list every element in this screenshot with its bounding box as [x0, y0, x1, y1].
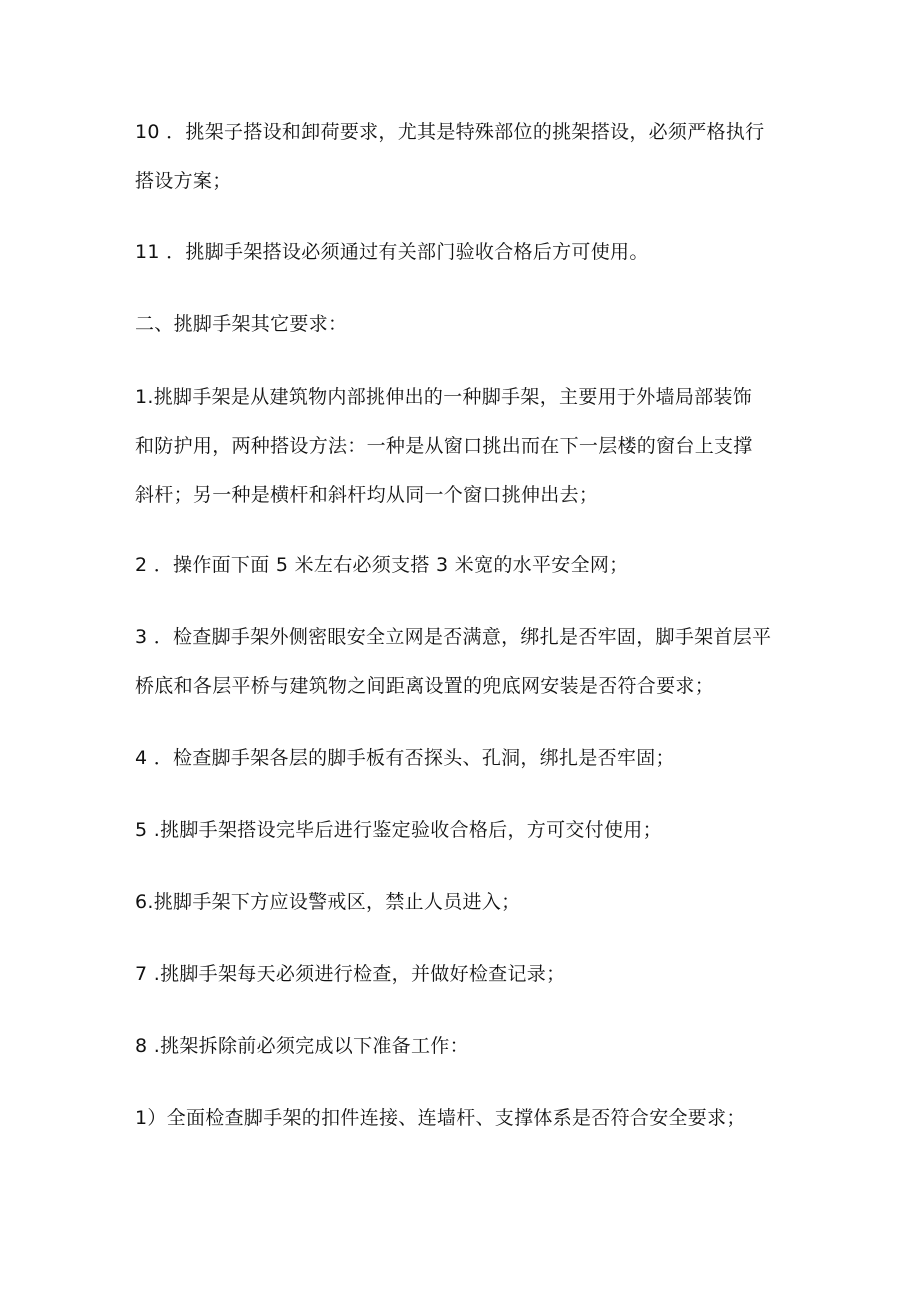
paragraph-line: 斜杆；另一种是横杆和斜杆均从同一个窗口挑伸出去；	[135, 484, 599, 506]
paragraph-line: 8 .挑架拆除前必须完成以下准备工作：	[135, 1035, 469, 1057]
paragraph-line: 2 ．操作面下面 5 米左右必须支搭 3 米宽的水平安全网；	[135, 554, 629, 576]
paragraph-line: 和防护用，两种搭设方法：一种是从窗口挑出而在下一层楼的窗台上支撑	[135, 435, 753, 457]
paragraph-line: 7 .挑脚手架每天必须进行检查，并做好检查记录；	[135, 963, 566, 985]
paragraph-item-3	[135, 613, 795, 711]
section-heading	[135, 300, 795, 349]
paragraph-subitem-1	[135, 1094, 795, 1143]
paragraph-item-11	[135, 228, 795, 277]
paragraph-line: 4 ．检查脚手架各层的脚手板有否探头、孔洞，绑扎是否牢固；	[135, 747, 675, 769]
paragraph-item-10	[135, 108, 795, 206]
paragraph-line: 搭设方案；	[135, 170, 232, 192]
paragraph-item-7	[135, 950, 795, 999]
paragraph-item-4	[135, 734, 795, 783]
paragraph-line: 3 ．检查脚手架外侧密眼安全立网是否满意，绑扎是否牢固，脚手架首层平	[135, 626, 772, 648]
paragraph-item-6	[135, 878, 795, 927]
paragraph-line: 1）全面检查脚手架的扣件连接、连墙杆、支撑体系是否符合安全要求；	[135, 1107, 746, 1129]
paragraph-item-2	[135, 541, 795, 590]
paragraph-item-5	[135, 806, 795, 855]
paragraph-item-1	[135, 373, 795, 520]
paragraph-line: 1.挑脚手架是从建筑物内部挑伸出的一种脚手架，主要用于外墙局部装饰	[135, 386, 753, 408]
paragraph-line: 6.挑脚手架下方应设警戒区，禁止人员进入；	[135, 891, 521, 913]
paragraph-line: 5 .挑脚手架搭设完毕后进行鉴定验收合格后，方可交付使用；	[135, 819, 662, 841]
paragraph-line: 桥底和各层平桥与建筑物之间距离设置的兜底网安装是否符合要求；	[135, 675, 715, 697]
paragraph-item-8	[135, 1022, 795, 1071]
section-heading-text: 二、挑脚手架其它要求：	[135, 313, 348, 335]
paragraph-line: 10 ．挑架子搭设和卸荷要求，尤其是特殊部位的挑架搭设，必须严格执行	[135, 121, 765, 143]
paragraph-line: 11 ．挑脚手架搭设必须通过有关部门验收合格后方可使用。	[135, 241, 649, 263]
